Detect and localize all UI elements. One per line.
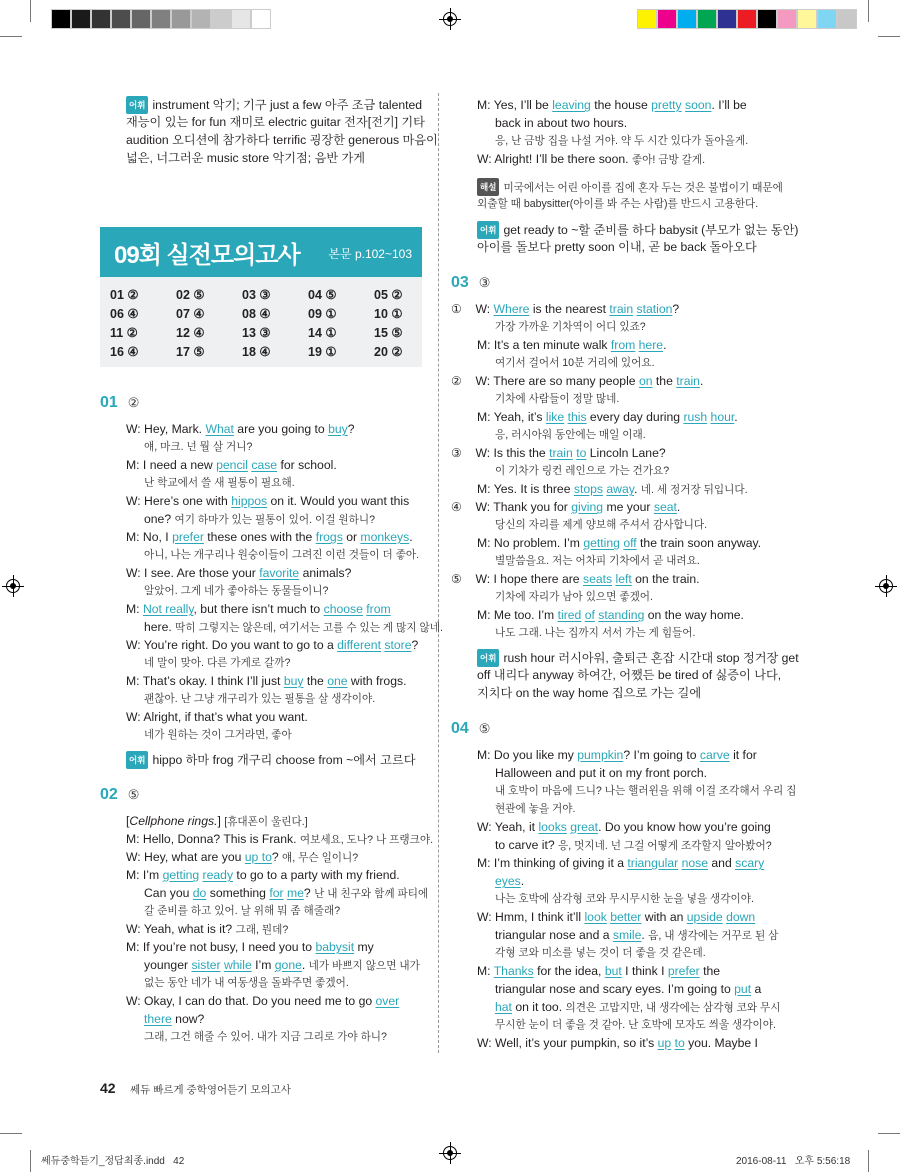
vocab-tag: 어휘 (126, 96, 148, 114)
gray-swatch-bar (51, 9, 271, 29)
answer-cell: 03 ③ (242, 288, 271, 302)
answer-cell: 05 ② (374, 288, 403, 302)
answer-cell: 10 ① (374, 307, 403, 321)
registration-mark-right (879, 579, 893, 593)
answer-cell: 18 ④ (242, 345, 271, 359)
banner-page-ref: 본문 p.102~103 (328, 247, 412, 261)
color-swatch (717, 9, 737, 29)
crop-mark (0, 36, 22, 37)
color-swatch (171, 9, 191, 29)
color-swatch (251, 9, 271, 29)
dialogue-03: ① W: Where is the nearest train station? 가장 가까운 기차역이 어디 있죠? M: It’s a ten minute walk from here. 여기서 걸어서 10분 거리에 있어요. ② W: There are so many people on the train. 기차에 사람들이 정말 많네. M: Yeah, it’s like this every day during rush hour. 응, 러시아워 동안에는 매일 이래. ③ W: Is this the train to Lincoln Lane? 이 기차가 링컨 레인으로 가는 건가요? M: Yes. It is three stops away. 네. 세 정거장 뒤입니다. ④ W: Thank you for giving me your seat. 당신의 자리를 제게 양보해 주셔서 감사합니다. M: No problem. I’m getting off the train soon anyway. 별말씀을요. 저는 어차피 기차에서 곧 내려요. ⑤ W: I hope there are seats left on the train. 기차에 자리가 남아 있으면 좋겠어. M: Me too. I’m tired of standing on the way home. 나도 그래. 나는 집까지 서서 가는 게 힘들어. (451, 302, 762, 639)
answer-cell: 15 ⑤ (374, 326, 403, 340)
question-header: 03 ③ (451, 274, 491, 291)
answer-cell: 19 ① (308, 345, 337, 359)
crop-mark (30, 1150, 31, 1172)
color-swatch (677, 9, 697, 29)
question-header: 02 ⑤ (100, 786, 140, 803)
crop-mark (878, 36, 900, 37)
crop-mark (868, 1150, 869, 1172)
vocab-tag: 어휘 (126, 751, 148, 769)
vocab-box-mid: 어휘 hippo 하마 frog 개구리 choose from ~에서 고르다 (126, 751, 426, 769)
answer-key-table (100, 277, 422, 367)
color-swatch (51, 9, 71, 29)
color-swatch (737, 9, 757, 29)
column-divider (438, 93, 439, 1053)
dialogue-02-continued: M: Yes, I’ll be leaving the house pretty soon. I’ll be back in about two hours. 응, 난 금방 집을 나설 거야. 약 두 시간 있다가 돌아올게. W: Alright! I’ll be there soon. 좋아! 금방 갈게. (477, 98, 749, 166)
crop-mark (868, 0, 869, 22)
file-name: 쎄듀중학듣기_정답최종.indd 42 (41, 1156, 185, 1167)
answer-cell: 04 ⑤ (308, 288, 337, 302)
vocab-tag: 어휘 (477, 221, 499, 239)
color-swatch (131, 9, 151, 29)
explain-tag: 해설 (477, 178, 499, 196)
vocab-line: instrument 악기; 기구 just a few 아주 조금 talented (152, 98, 423, 112)
answer-cell: 09 ① (308, 307, 337, 321)
answer-cell: 12 ④ (176, 326, 205, 340)
answer-cell: 01 ② (110, 288, 139, 302)
color-swatch-bar (637, 9, 857, 29)
vocab-line: 넓은, 너그러운 music store 악기점; 음반 가게 (126, 151, 366, 165)
color-swatch (837, 9, 857, 29)
question-header: 04 ⑤ (451, 720, 491, 737)
crop-mark (0, 1133, 22, 1134)
registration-mark-top (443, 12, 457, 26)
color-swatch (817, 9, 837, 29)
answer-cell: 02 ⑤ (176, 288, 205, 302)
answer-cell: 13 ③ (242, 326, 271, 340)
color-swatch (657, 9, 677, 29)
answer-cell: 17 ⑤ (176, 345, 205, 359)
answer-cell: 08 ④ (242, 307, 271, 321)
color-swatch (91, 9, 111, 29)
vocab-line: audition 오디션에 참가하다 terrific 굉장한 generous 마음이 (126, 133, 438, 147)
banner-title: 09회 실전모의고사 (114, 242, 300, 269)
page-number: 42 (100, 1080, 116, 1096)
crop-mark (878, 1133, 900, 1134)
answer-cell: 20 ② (374, 345, 403, 359)
answer-cell: 16 ④ (110, 345, 139, 359)
color-swatch (231, 9, 251, 29)
color-swatch (777, 9, 797, 29)
dialogue-04: M: Do you like my pumpkin? I’m going to carve it for Halloween and put it on my front porch. 내 호박이 마음에 드니? 나는 핼러윈을 위해 이걸 조각해서 우리 집 현관에 놓을 거야. W: Yeah, it looks great. Do you know how you’re going to carve it? 응, 멋지네. 넌 그걸 어떻게 조각할지 알아봤어? M: I’m thinking of giving it a triangular nose and scary eyes. 나는 호박에 삼각형 코와 무시무시한 눈을 넣을 생각이야. W: Hmm, I think it’ll look better with an upside down triangular nose and a smile. 음, 내 생각에는 거꾸로 된 삼 각형 코와 미소를 넣는 것이 더 좋을 것 같은데. M: Thanks for the idea, but I think I prefer the triangular nose and scary eyes. I’m going to put a hat on it too. 의견은 고맙지만, 내 생각에는 삼각형 코와 무시 무시한 눈이 더 좋을 것 같아. 난 호박에 모자도 씌울 생각이야. W: Well, it’s your pumpkin, so it’s up to you. Maybe I (477, 748, 797, 1050)
registration-mark-left (6, 579, 20, 593)
vocab-line: 재능이 있는 for fun 재미로 electric guitar 전자[전기] 기타 (126, 115, 425, 129)
dialogue-02: [Cellphone rings.] [휴대폰이 울린다.] M: Hello, Donna? This is Frank. 여보세요, 도나? 나 프랭크야. W: Hey, what are you up to? 얘, 무슨 일이니? M: I’m getting ready to go to a party with my friend. Can you do something for me? 난 내 친구와 함께 파티에 갈 준비를 하고 있어. 날 위해 뭐 좀 해줄래? W: Yeah, what is it? 그래, 뭔데? M: If you’re not busy, I need you to babysit my younger sister while I’m gone. 네가 바쁘지 않으면 내가 없는 동안 네가 내 여동생을 돌봐주면 좋겠어. W: Okay, I can do that. Do you need me to go over there now? 그래, 그건 해줄 수 있어. 내가 지금 그리로 가야 하니? (126, 814, 434, 1043)
answer-cell: 14 ① (308, 326, 337, 340)
answer-cell: 11 ② (110, 326, 138, 340)
color-swatch (71, 9, 91, 29)
vocab-box-top (126, 96, 438, 168)
color-swatch (697, 9, 717, 29)
question-header: 01 ② (100, 394, 140, 411)
answer-cell: 06 ④ (110, 307, 139, 321)
answer-cell: 07 ④ (176, 307, 205, 321)
test-banner (100, 227, 422, 277)
vocab-tag: 어휘 (477, 649, 499, 667)
crop-mark (30, 0, 31, 22)
color-swatch (757, 9, 777, 29)
color-swatch (211, 9, 231, 29)
color-swatch (191, 9, 211, 29)
registration-mark-bottom (443, 1146, 457, 1160)
vocab-box-right-a: 어휘 get ready to ~할 준비를 하다 babysit (부모가 없는 동안) 아이를 돌보다 pretty soon 이내, 곧 be back 돌아오다 (477, 223, 799, 254)
explanation-box: 해설 미국에서는 어린 아이를 집에 혼자 두는 것은 불법이기 때문에 외출할 때 babysitter(아이를 봐 주는 사람)를 반드시 고용한다. (477, 178, 777, 214)
color-swatch (151, 9, 171, 29)
print-timestamp: 2016-08-11 오후 5:56:18 (736, 1156, 851, 1167)
color-swatch (111, 9, 131, 29)
dialogue-01: W: Hey, Mark. What are you going to buy? 얘, 마크. 넌 뭘 살 거니? M: I need a new pencil case for school. 난 학교에서 쓸 새 필통이 필요해. W: Here’s one with hippos on it. Would you want this one? 여기 하마가 있는 필통이 있어. 이걸 원하니? M: No, I prefer these ones with the frogs or monkeys. 아니, 나는 개구리나 원숭이들이 그려진 이런 것들이 더 좋아. W: I see. Are those your favorite animals? 알았어. 그게 네가 좋아하는 동물들이니? M: Not really, but there isn’t much to choose from here. 딱히 그렇지는 않은데, 여기서는 고를 수 있는 게 많지 않네. W: You’re right. Do you want to go to a different store? 네 말이 맞아. 다른 가게로 갈까? M: That’s okay. I think I’ll just buy the one with frogs. 괜찮아. 난 그냥 개구리가 있는 필통을 살 생각이야. W: Alright, if that’s what you want. 네가 원하는 것이 그거라면, 좋아 (126, 422, 443, 741)
vocab-box-right-b: 어휘 rush hour 러시아워, 출퇴근 혼잡 시간대 stop 정거장 get off 내리다 anyway 하여간, 어쨌든 be tired of 싫증이 나다, 지치다 on the way home 집으로 가는 길에 (477, 651, 799, 700)
color-swatch (797, 9, 817, 29)
book-title: 쎄듀 빠르게 중학영어듣기 모의고사 (130, 1084, 291, 1096)
color-swatch (637, 9, 657, 29)
